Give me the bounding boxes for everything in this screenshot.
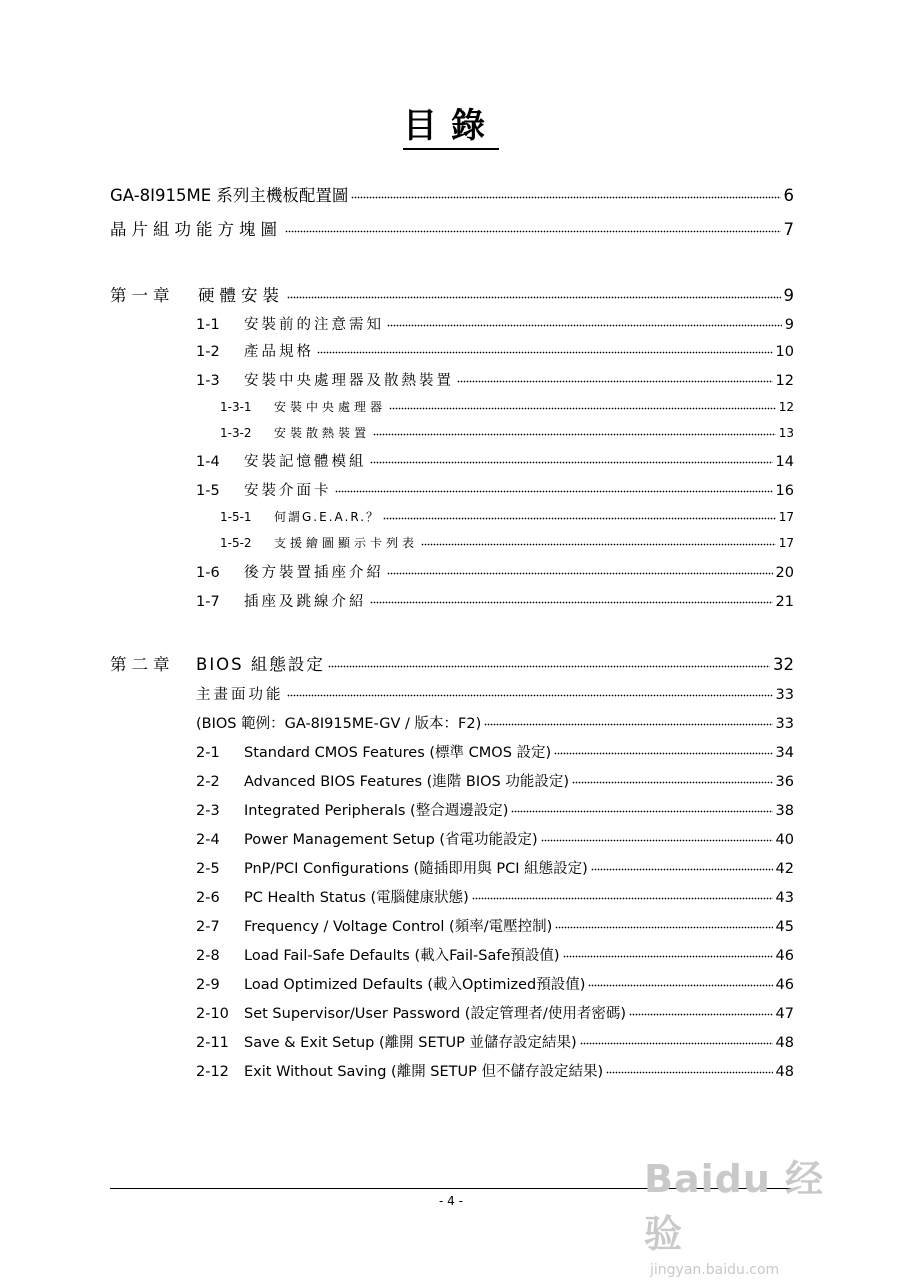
toc-leader [328,654,770,671]
footer-page-number: - 4 - [439,1194,463,1208]
toc-page: 21 [775,594,794,610]
page-title-text: 目錄 [403,106,499,150]
toc-page: 32 [773,655,794,674]
toc-label: BIOS 組態設定 [196,655,325,674]
toc-section-number: 2-11 [196,1035,229,1051]
toc-label: PC Health Status (電腦健康狀態) [244,890,469,906]
toc-leader [588,975,772,990]
toc-subsection [220,398,794,422]
toc-section [196,479,794,503]
toc-label: 產品規格 [244,344,314,360]
toc-subsection [220,508,794,532]
toc-leader [383,509,776,521]
toc-leader [484,714,772,729]
toc-page: 9 [784,317,794,333]
toc-page: 20 [775,565,794,581]
toc-page: 7 [783,220,794,239]
toc-section [196,828,794,852]
toc-section-number: 1-1 [196,317,220,333]
toc-page: 40 [775,832,794,848]
watermark-logo: Baidu 经验 [644,1157,825,1256]
toc-section [196,561,794,585]
toc-section [196,369,794,393]
toc-section-number: 1-5 [196,483,220,499]
toc-label: (BIOS 範例：GA-8I915ME-GV / 版本：F2) [196,716,482,732]
toc-leader [387,563,773,578]
toc-label: Frequency / Voltage Control (頻率/電壓控制) [244,919,553,935]
toc-label: Load Optimized Defaults (載入Optimized預設值) [244,977,586,993]
toc-subsection-number: 1-5-2 [220,536,252,550]
toc-section-number: 2-12 [196,1064,229,1080]
toc-label: Advanced BIOS Features (進階 BIOS 功能設定) [244,774,570,790]
toc-page: 43 [775,890,794,906]
toc-page: 42 [775,861,794,877]
toc-page: 10 [775,344,794,360]
toc-leader [555,917,772,932]
toc-section [196,770,794,794]
toc-section-number: 1-4 [196,454,220,470]
toc-page: 12 [778,400,794,414]
toc-label: PnP/PCI Configurations (隨插即用與 PCI 組態設定) [244,861,588,877]
toc-subsection [220,534,794,558]
toc-leader [554,743,772,758]
toc-chapter [110,282,794,306]
toc-leader [472,888,773,903]
toc-label: 安裝中央處理器 [274,400,387,414]
toc-label: 何謂G.E.A.R.？ [274,510,381,524]
toc-entry [110,182,794,206]
toc-leader [541,830,773,845]
toc-label: 主畫面功能 [196,687,284,703]
toc-label: Integrated Peripherals (整合週邊設定) [244,803,509,819]
toc-section-number: 2-9 [196,977,220,993]
toc-leader [387,315,782,330]
toc-label: Standard CMOS Features (標準 CMOS 設定) [244,745,552,761]
toc-leader [370,592,773,607]
toc-page: 6 [783,186,794,205]
toc-page: 13 [778,426,794,440]
toc-leader [591,859,773,874]
toc-section-number: 2-3 [196,803,220,819]
toc-section [196,590,794,614]
toc-entry [110,216,794,240]
toc-leader [317,342,773,357]
toc-leader [335,481,773,496]
toc-label: 安裝記憶體模組 [244,454,367,470]
toc-section [196,1002,794,1026]
toc-label: 支援繪圖顯示卡列表 [274,536,419,550]
toc-page: 33 [775,687,794,703]
toc-leader [287,685,773,700]
toc-subsection-number: 1-5-1 [220,510,252,524]
toc-label: GA-8I915ME 系列主機板配置圖 [110,186,349,205]
toc-label: Load Fail-Safe Defaults (載入Fail-Safe預設值) [244,948,560,964]
toc-leader [287,285,781,302]
toc-section-number: 1-7 [196,594,220,610]
toc-label: Save & Exit Setup (離開 SETUP 並儲存設定結果) [244,1035,577,1051]
toc-label: 安裝中央處理器及散熱裝置 [244,373,454,389]
toc-label: 硬體安裝 [198,286,284,305]
toc-section [196,1031,794,1055]
toc-page: 16 [775,483,794,499]
toc-section-number: 2-10 [196,1006,229,1022]
toc-page: 14 [775,454,794,470]
toc-page: 36 [775,774,794,790]
toc-leader [421,535,776,547]
toc-section-number: 2-5 [196,861,220,877]
toc-section-number: 1-3 [196,373,220,389]
toc-page: 33 [775,716,794,732]
toc-section [196,944,794,968]
toc-leader [457,371,773,386]
toc-chapter-number: 第二章 [110,655,175,674]
toc-leader [285,219,781,236]
toc-leader [370,452,773,467]
toc-section-number: 2-8 [196,948,220,964]
toc-subsection-number: 1-3-1 [220,400,252,414]
toc-page: 12 [775,373,794,389]
toc-label: 插座及跳線介紹 [244,594,367,610]
toc-subsection [220,424,794,448]
toc-page: 34 [775,745,794,761]
toc-section-number: 2-1 [196,745,220,761]
toc-section [196,799,794,823]
toc-section-number: 2-2 [196,774,220,790]
toc-section [196,886,794,910]
toc-section-number: 2-6 [196,890,220,906]
toc-section [196,313,794,337]
toc-section [196,712,794,736]
toc-leader [511,801,772,816]
toc-section-number: 1-2 [196,344,220,360]
toc-page: 17 [778,510,794,524]
toc-page: 45 [775,919,794,935]
toc-page: 48 [775,1064,794,1080]
toc-section [196,973,794,997]
toc-page: 38 [775,803,794,819]
toc-label: Exit Without Saving (離開 SETUP 但不儲存設定結果) [244,1064,604,1080]
toc-section [196,450,794,474]
toc-chapter-number: 第一章 [110,286,175,305]
toc-chapter [110,651,794,675]
toc-page: 46 [775,948,794,964]
toc-leader [373,425,776,437]
toc-section [196,915,794,939]
toc-label: Set Supervisor/User Password (設定管理者/使用者密碼) [244,1006,626,1022]
toc-leader [572,772,773,787]
toc-section [196,1060,794,1084]
toc-page: 46 [775,977,794,993]
toc-section-number: 2-7 [196,919,220,935]
toc-section [196,340,794,364]
toc-section [196,683,794,707]
toc-label: 後方裝置插座介紹 [244,565,384,581]
toc-page: 17 [778,536,794,550]
toc-label: 安裝散熱裝置 [274,426,371,440]
toc-section-number: 2-4 [196,832,220,848]
toc-leader [563,946,773,961]
toc-leader [606,1062,772,1077]
toc-page: 47 [775,1006,794,1022]
page-title [0,98,902,147]
toc-section-number: 1-6 [196,565,220,581]
toc-section [196,857,794,881]
toc-label: Power Management Setup (省電功能設定) [244,832,538,848]
toc-leader [580,1033,773,1048]
toc-label: 晶片組功能方塊圖 [110,220,282,239]
toc-page: 9 [783,286,794,305]
watermark-url: jingyan.baidu.com [650,1262,780,1278]
baidu-watermark [644,1148,854,1278]
toc-subsection-number: 1-3-2 [220,426,252,440]
toc-leader [351,185,780,202]
toc-leader [629,1004,773,1019]
toc-section [196,741,794,765]
toc-label: 安裝前的注意需知 [244,317,384,333]
toc-page: 48 [775,1035,794,1051]
toc-leader [389,399,776,411]
toc-label: 安裝介面卡 [244,483,332,499]
